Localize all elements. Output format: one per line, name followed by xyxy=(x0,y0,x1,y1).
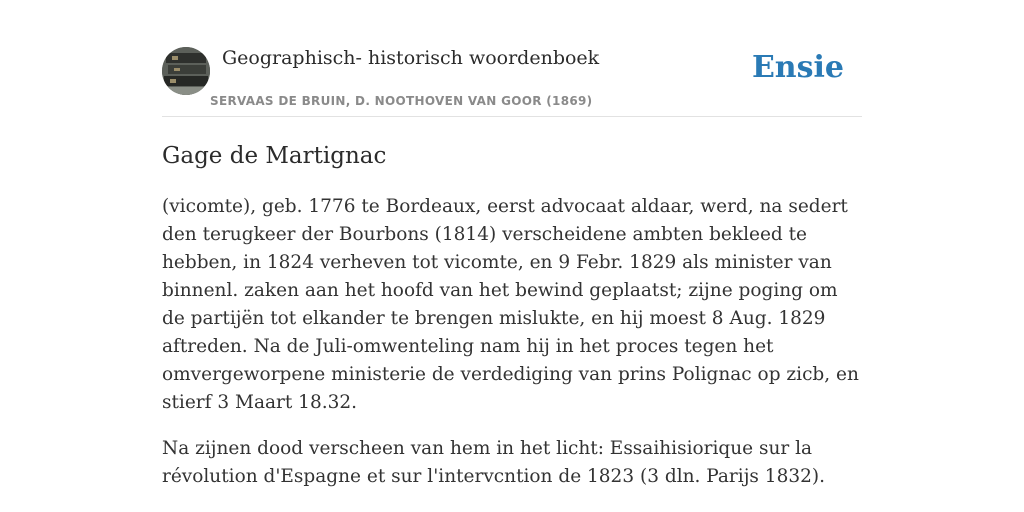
book-authors-year: SERVAAS DE BRUIN, D. NOOTHOVEN VAN GOOR (1869) xyxy=(210,94,593,108)
book-header xyxy=(162,0,862,117)
entry-paragraph: (vicomte), geb. 1776 te Bordeaux, eerst advocaat aldaar, werd, na sedert den terugkeer der Bourbons (1814) verscheidene ambten bekleed te hebben, in 1824 verheven tot vicomte, en 9 Febr. 1829 als minister van binnenl. zaken aan het hoofd van het bewind geplaatst; zijne poging om de partijën tot elkander te brengen mislukte, en hij moest 8 Aug. 1829 aftreden. Na de Juli-omwenteling nam hij in het proces tegen het omvergeworpene ministerie de verdediging van prins Polignac op zicb, en stierf 3 Maart 18.32. xyxy=(162,196,859,413)
book-cover-icon xyxy=(162,47,210,95)
book-title[interactable]: Geographisch- historisch woordenboek xyxy=(222,47,600,69)
page-container xyxy=(162,0,862,491)
book-cover-avatar[interactable] xyxy=(162,47,210,95)
entry-paragraph: Na zijnen dood verscheen van hem in het licht: Essaihisiorique sur la révolution d'Espagne et sur l'intervcntion de 1823 (3 dln. Parijs 1832). xyxy=(162,438,825,487)
ensie-logo-link[interactable]: Ensie xyxy=(751,50,844,85)
entry-title: Gage de Martignac xyxy=(162,143,387,169)
